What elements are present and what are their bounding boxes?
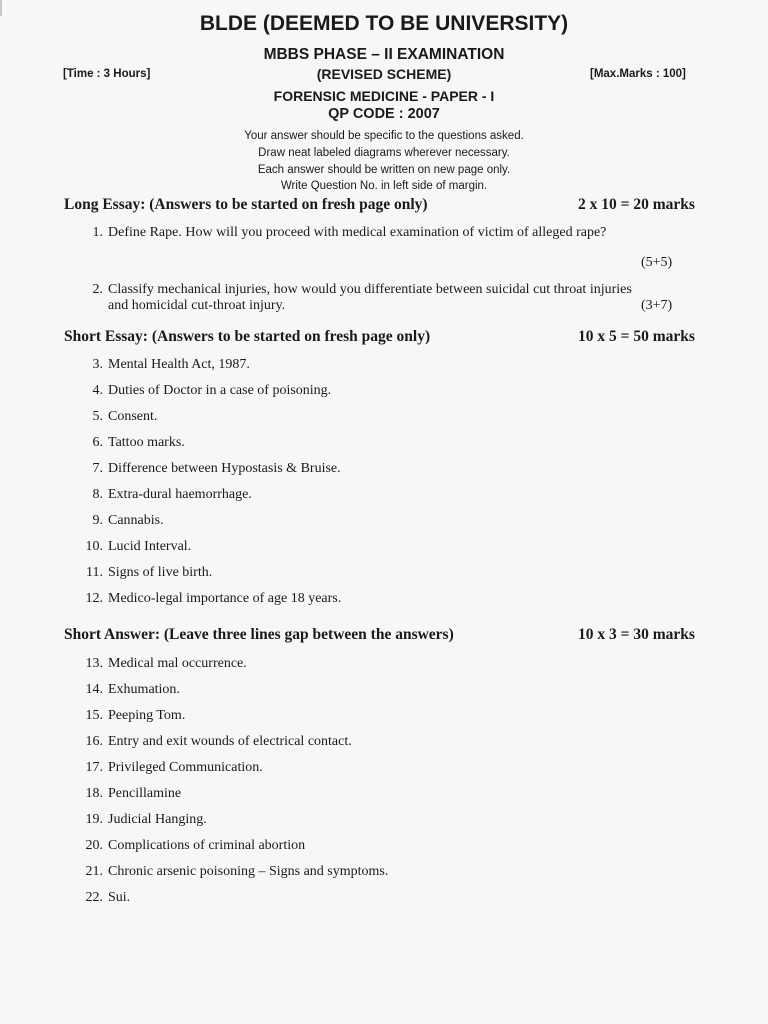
question-item [0,513,768,533]
question-number: 4. [92,383,103,398]
question-number: 6. [92,435,103,450]
instruction-line: Each answer should be written on new page only. [257,164,511,176]
question-item [0,487,768,507]
long-essay-heading: Long Essay: (Answers to be started on fresh page only) [64,196,428,213]
question-number: 15. [85,708,103,723]
question-number: 11. [86,565,103,580]
scheme-label: (REVISED SCHEME) [316,66,452,82]
long-essay-marks: 2 x 10 = 20 marks [578,196,695,213]
qp-code: QP CODE : 2007 [328,106,440,122]
question-number: 20. [85,838,103,853]
question-item [0,539,768,559]
question-number: 14. [85,682,103,697]
question-item [0,409,768,429]
question-item [0,461,768,481]
question-text: Complications of criminal abortion [108,838,306,853]
question-number: 10. [85,539,103,554]
question-text: Duties of Doctor in a case of poisoning. [108,383,332,398]
question-text: Lucid Interval. [108,539,192,554]
question-item [0,357,768,377]
short-essay-heading: Short Essay: (Answers to be started on fresh page only) [64,328,431,345]
question-text: Exhumation. [108,682,180,697]
question-number: 3. [92,357,103,372]
question-text: Classify mechanical injuries, how would you differentiate between suicidal cut throat injuries [108,282,632,297]
question-number: 17. [85,760,103,775]
question-number: 1. [92,225,103,240]
question-item [0,812,768,832]
question-number: 16. [85,734,103,749]
short-answer-heading: Short Answer: (Leave three lines gap between the answers) [64,626,454,643]
university-title: BLDE (DEEMED TO BE UNIVERSITY) [199,12,569,35]
question-item [0,565,768,585]
question-item [0,786,768,806]
question-item [0,708,768,728]
question-number: 7. [92,461,103,476]
question-item [0,656,768,676]
question-text: Peeping Tom. [108,708,186,723]
question-marks: (3+7) [641,298,673,313]
question-text: Entry and exit wounds of electrical contact. [108,734,352,749]
question-item [0,760,768,780]
question-item [0,838,768,858]
question-marks: (5+5) [641,255,673,270]
question-text: Chronic arsenic poisoning – Signs and symptoms. [108,864,389,879]
question-number: 18. [85,786,103,801]
question-text: Mental Health Act, 1987. [108,357,250,372]
max-marks-label: [Max.Marks : 100] [590,68,686,80]
question-text-continued: and homicidal cut-throat injury. [108,298,286,313]
question-number: 2. [92,282,103,297]
question-text: Difference between Hypostasis & Bruise. [108,461,341,476]
question-number: 21. [85,864,103,879]
question-text: Medical mal occurrence. [108,656,247,671]
question-text: Extra-dural haemorrhage. [108,487,252,502]
question-item [0,225,768,245]
question-text: Define Rape. How will you proceed with medical examination of victim of alleged rape? [108,225,607,240]
question-item [0,682,768,702]
question-item [0,890,768,910]
short-essay-marks: 10 x 5 = 50 marks [578,328,695,345]
question-item [0,864,768,884]
question-item [0,591,768,611]
question-text: Medico-legal importance of age 18 years. [108,591,342,606]
question-text: Pencillamine [108,786,182,801]
question-item [0,435,768,455]
question-text: Sui. [108,890,131,905]
question-text: Tattoo marks. [108,435,185,450]
question-number: 13. [85,656,103,671]
exam-title: MBBS PHASE – II EXAMINATION [263,46,505,63]
question-text: Cannabis. [108,513,164,528]
question-item [0,383,768,403]
question-number: 22. [85,890,103,905]
question-number: 8. [92,487,103,502]
instruction-line: Your answer should be specific to the questions asked. [244,130,524,142]
question-number: 12. [85,591,103,606]
question-text: Judicial Hanging. [108,812,207,827]
question-text: Signs of live birth. [108,565,213,580]
question-text: Consent. [108,409,158,424]
instruction-line: Draw neat labeled diagrams wherever necessary. [258,147,510,159]
question-text: Privileged Communication. [108,760,263,775]
question-number: 19. [85,812,103,827]
time-label: [Time : 3 Hours] [63,68,151,80]
question-item [0,734,768,754]
short-answer-marks: 10 x 3 = 30 marks [578,626,695,643]
question-number: 9. [92,513,103,528]
subject-title: FORENSIC MEDICINE - PAPER - I [273,88,495,104]
question-number: 5. [92,409,103,424]
instruction-line: Write Question No. in left side of margin. [280,180,488,192]
